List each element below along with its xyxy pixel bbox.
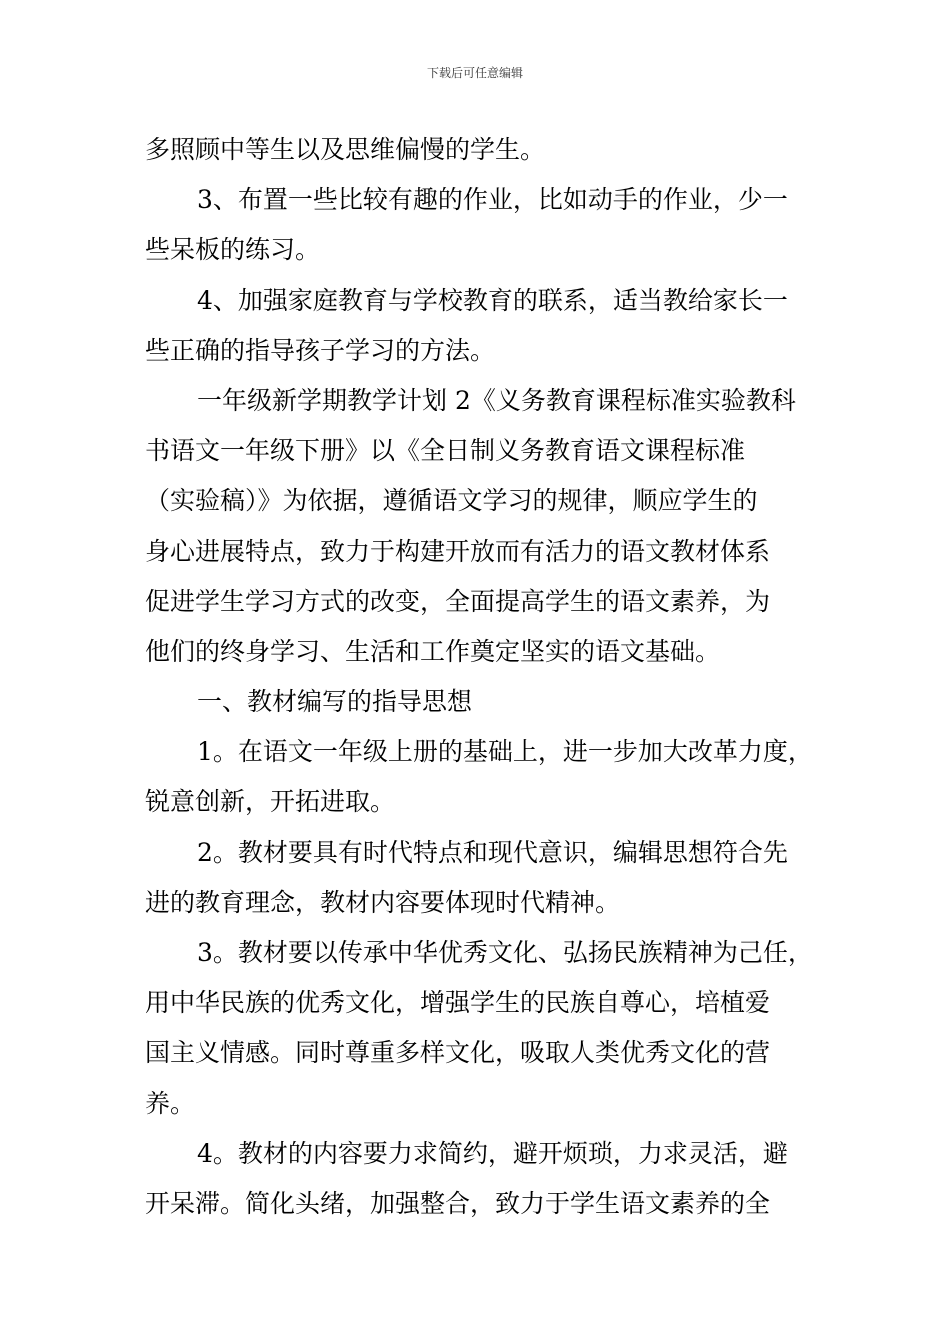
page-header: 下载后可任意编辑 — [426, 66, 523, 80]
text-line: 些正确的指导孩子学习的方法。 — [145, 335, 496, 365]
text-line: 用中华民族的优秀文化，增强学生的民族自尊心，培植爱 — [145, 988, 771, 1018]
section-heading: 一、教材编写的指导思想 — [197, 687, 473, 717]
text-line: 开呆滞。简化头绪，加强整合，致力于学生语文素养的全 — [145, 1188, 771, 1218]
text-line: 3。教材要以传承中华优秀文化、弘扬民族精神为己任， — [197, 938, 813, 967]
text-line: 一年级新学期教学计划 2《义务教育课程标准实验教科 — [197, 385, 796, 415]
text-line: 养。 — [145, 1088, 196, 1118]
text-line: 多照顾中等生以及思维偏慢的学生。 — [145, 135, 546, 164]
text-line: 些呆板的练习。 — [145, 235, 321, 265]
text-line: 2。教材要具有时代特点和现代意识，编辑思想符合先 — [197, 837, 788, 867]
document-body — [145, 125, 811, 1229]
text-line: 身心进展特点，致力于构建开放而有活力的语文教材体系 — [145, 536, 771, 566]
text-line: 国主义情感。同时尊重多样文化，吸取人类优秀文化的营 — [145, 1038, 771, 1068]
text-line: 4、加强家庭教育与学校教育的联系，适当教给家长一 — [197, 285, 788, 315]
text-line: 3、布置一些比较有趣的作业，比如动手的作业，少一 — [197, 185, 788, 215]
text-line: （实验稿）》为依据，遵循语文学习的规律，顺应学生的 — [145, 486, 758, 516]
text-line: 锐意创新，开拓进取。 — [145, 787, 396, 817]
text-line: 书语文一年级下册》以《全日制义务教育语文课程标准 — [145, 436, 746, 466]
text-line: 促进学生学习方式的改变，全面提高学生的语文素养，为 — [145, 586, 771, 616]
text-line: 进的教育理念，教材内容要体现时代精神。 — [145, 887, 621, 917]
text-line: 4。教材的内容要力求简约，避开烦琐，力求灵活，避 — [197, 1138, 788, 1168]
text-line: 他们的终身学习、生活和工作奠定坚实的语文基础。 — [145, 636, 721, 666]
text-line: 1。在语文一年级上册的基础上，进一步加大改革力度， — [197, 737, 813, 767]
